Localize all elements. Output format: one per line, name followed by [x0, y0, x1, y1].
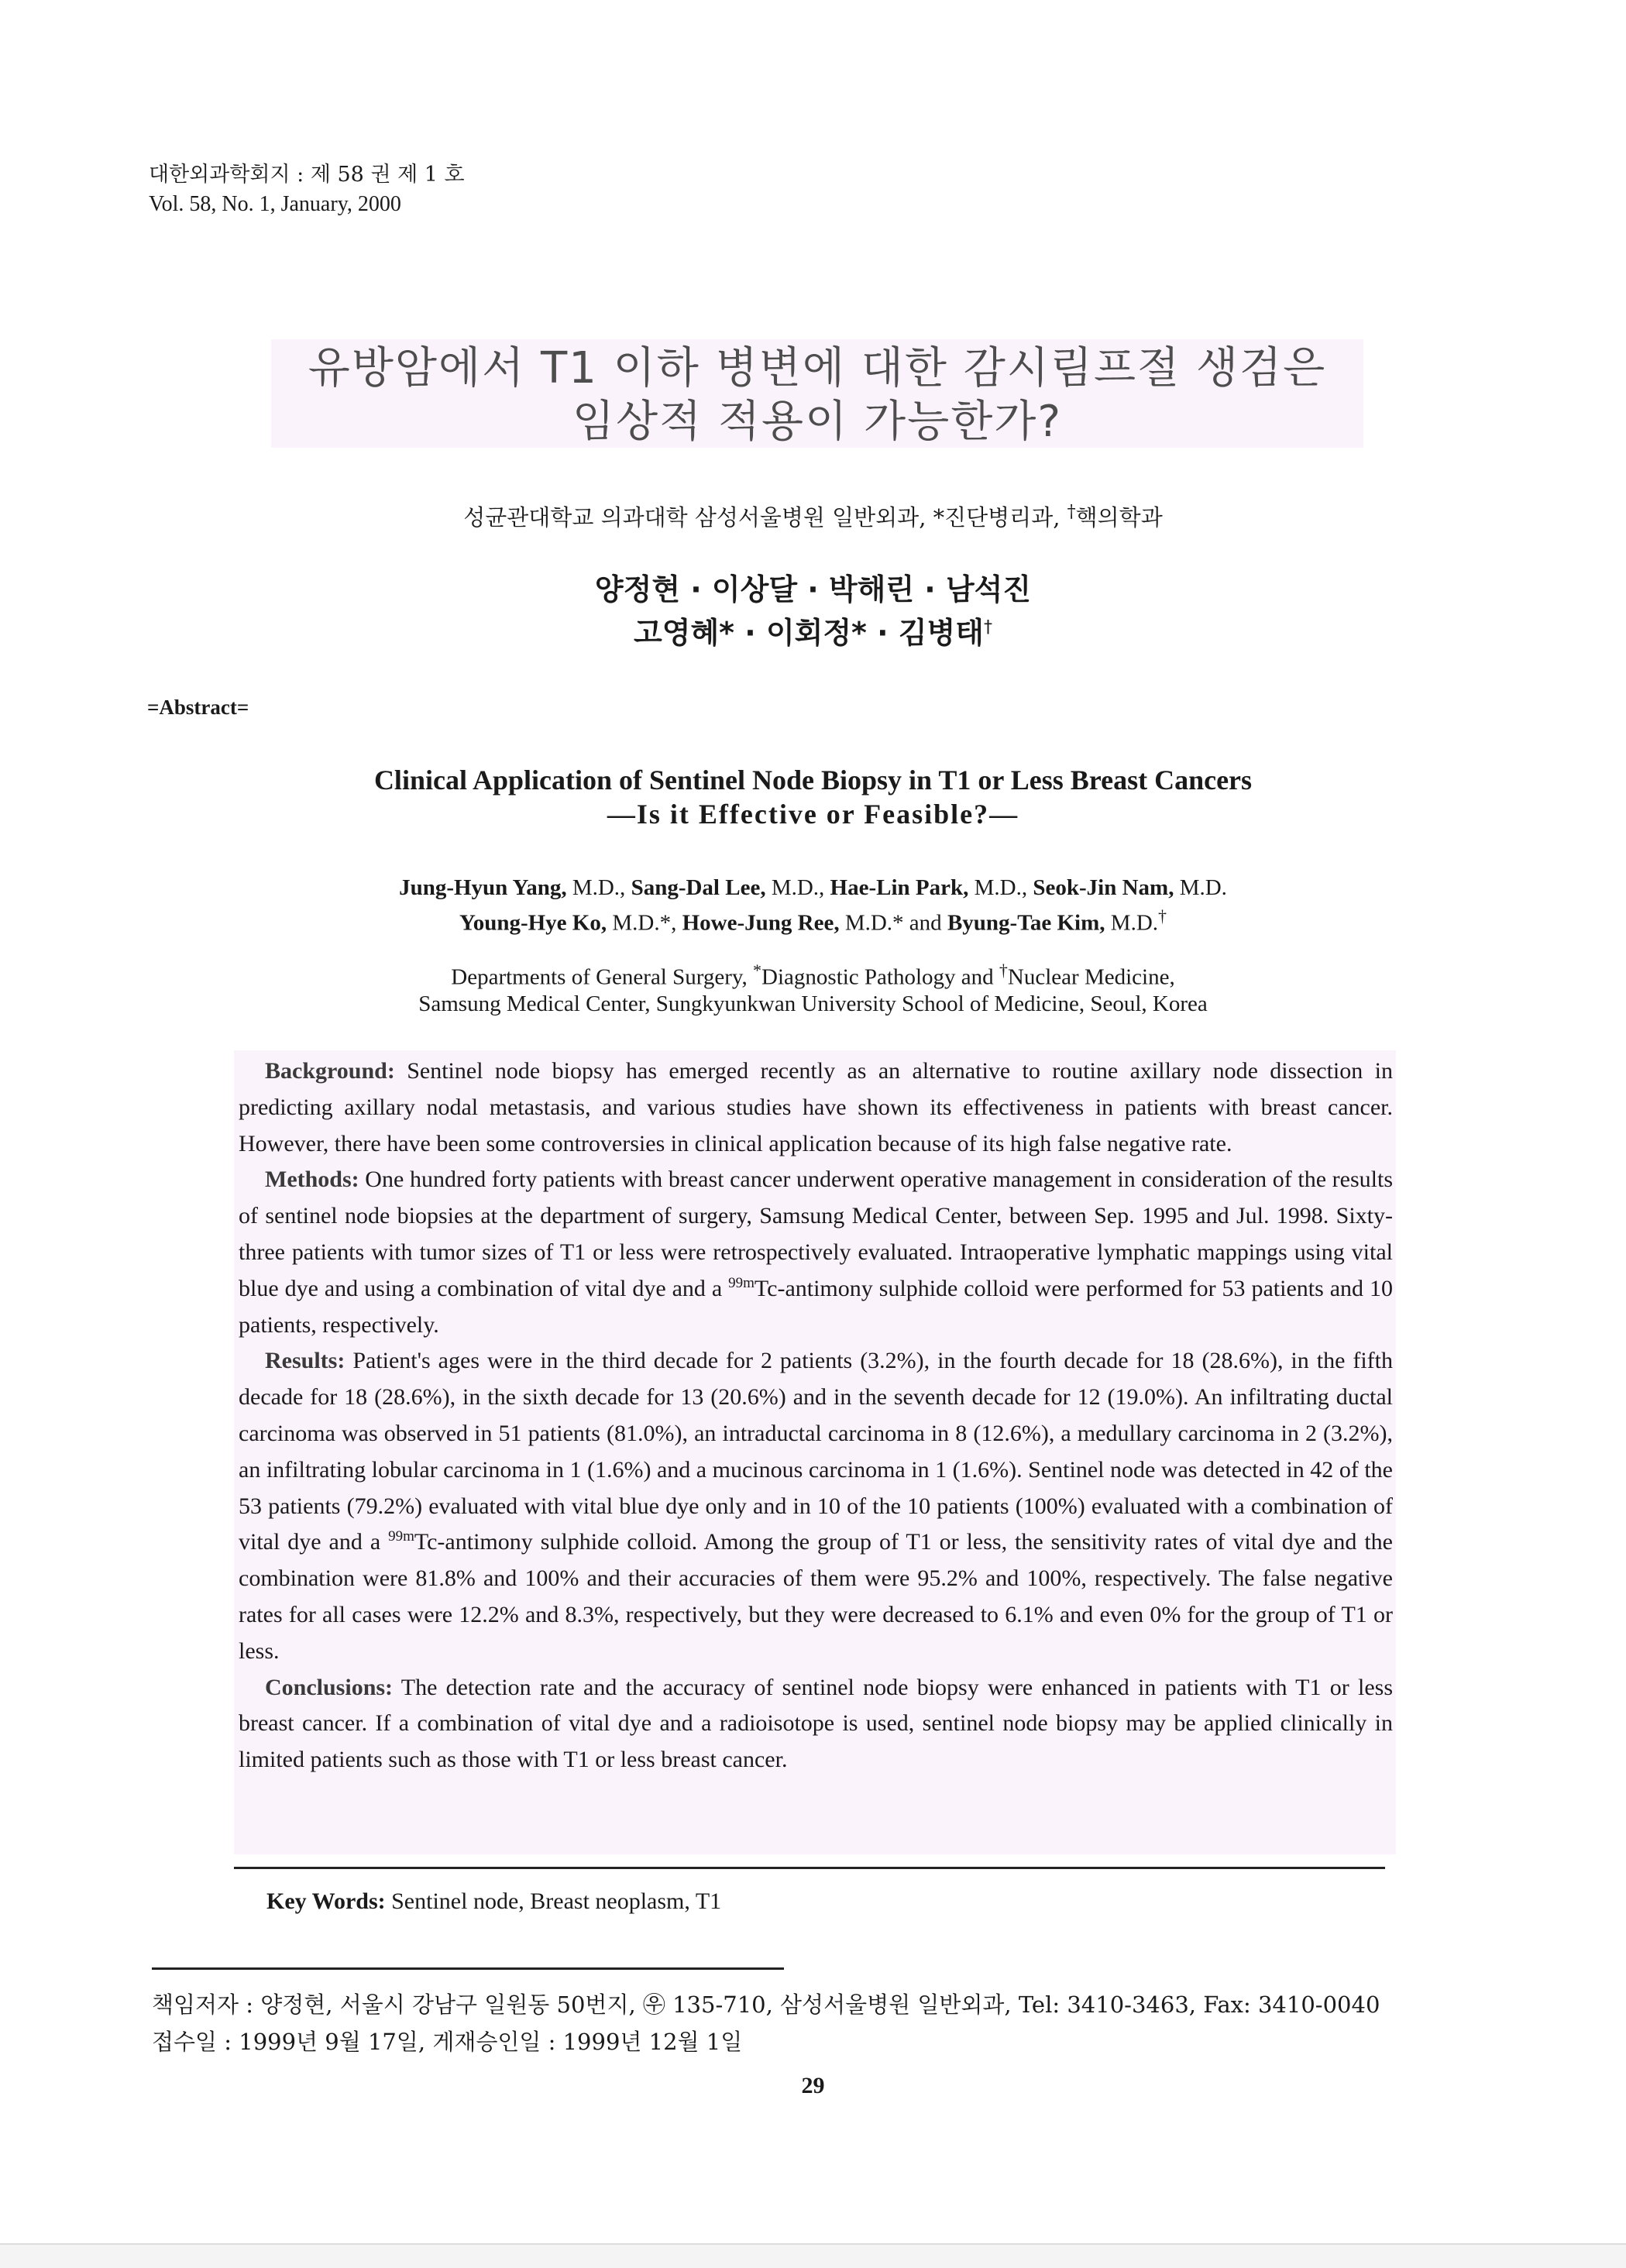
key-words-label: Key Words:	[266, 1888, 386, 1914]
korean-affiliation	[0, 500, 1626, 532]
korean-title-line-1: 유방암에서 T1 이하 병변에 대한 감시림프절 생검은	[308, 343, 1327, 393]
departments-line-2: Samsung Medical Center, Sungkyunkwan University School of Medicine, Seoul, Korea	[418, 991, 1208, 1016]
page-number: 29	[801, 2073, 825, 2098]
author-name: Sang-Dal Lee,	[631, 875, 766, 900]
author-degree: M.D.*,	[607, 910, 682, 936]
key-words-text: Sentinel node, Breast neoplasm, T1	[385, 1888, 722, 1914]
author-degree: M.D.,	[765, 875, 830, 900]
author-name: Seok-Jin Nam,	[1033, 875, 1174, 900]
abstract-methods	[239, 1162, 1393, 1343]
results-text: Patient's ages were in the third decade for 2 patients (3.2%), in the fourth decade for 18 (28.6%), in the fifth decade for 18 (28.6%), in the sixth decade for 13 (20.6%) and in the seventh decade for 12 (19.0%). An infiltrating ductal carcinoma was observed in 51 patients (81.0%), an intraductal carcinoma in 8 (12.6%), a medullary carcinoma in 2 (3.2%), an infiltrating lobular carcinoma in 1 (1.6%) and a mucinous carcinoma in 1 (1.6%). Sentinel node was detected in 42 of the 53 patients (79.2%) evaluated with vital blue dye only and in 10 of the 10 patients (100%) evaluated with a combination of vital dye and a	[239, 1348, 1393, 1555]
department-nuclear-medicine: Nuclear Medicine,	[1007, 964, 1175, 990]
background-text: Sentinel node biopsy has emerged recently as an alternative to routine axillary node dissection in predicting axillary nodal metastasis, and various studies have shown its effectiveness in patients with breast cancer. However, there have been some controversies in clinical application because of its high false negative rate.	[239, 1058, 1393, 1156]
korean-affiliation-main: 성균관대학교 의과대학 삼성서울병원 일반외과, *진단병리과,	[463, 504, 1067, 531]
abstract-label: =Abstract=	[147, 696, 249, 719]
dagger-mark: †	[1067, 502, 1076, 522]
department-general-surgery: Departments of General Surgery,	[451, 964, 754, 990]
author-name: Howe-Jung Ree,	[682, 910, 840, 936]
conclusions-label: Conclusions:	[265, 1674, 394, 1700]
author-degree: M.D.,	[968, 875, 1033, 900]
received-accepted-footnote: 접수일 : 1999년 9월 17일, 게재승인일 : 1999년 12월 1일	[152, 2029, 743, 2055]
star-mark: *	[753, 960, 762, 980]
author-degree: M.D.	[1174, 875, 1227, 900]
korean-affiliation-last: 핵의학과	[1075, 504, 1163, 531]
isotope-superscript: 99m	[728, 1274, 755, 1291]
scan-bottom-edge	[0, 2243, 1626, 2268]
methods-label: Methods:	[265, 1167, 359, 1193]
author-degree: M.D.* and	[839, 910, 947, 936]
footnote-divider	[152, 1967, 784, 1970]
author-name: Jung-Hyun Yang,	[399, 875, 567, 900]
author-name: Hae-Lin Park,	[830, 875, 969, 900]
english-title-line-1: Clinical Application of Sentinel Node Biopsy in T1 or Less Breast Cancers	[373, 765, 1253, 796]
korean-authors-line-2-text: 고영혜* · 이회정* · 김병태	[634, 616, 984, 650]
journal-volume-header: Vol. 58, No. 1, January, 2000	[149, 192, 401, 216]
conclusions-text: The detection rate and the accuracy of sentinel node biopsy were enhanced in patients with T1 or less breast cancer. If a combination of vital dye and a radioisotope is used, sentinel node biopsy may be applied clinically in limited patients such as those with T1 or less breast cancer.	[239, 1674, 1393, 1773]
author-degree: M.D.	[1105, 910, 1159, 936]
english-authors-line-1	[0, 875, 1626, 901]
author-name: Young-Hye Ko,	[459, 910, 607, 936]
background-label: Background:	[265, 1058, 395, 1084]
korean-authors-line-2	[0, 609, 1626, 651]
abstract-conclusions	[239, 1670, 1393, 1778]
abstract-background	[239, 1053, 1393, 1162]
isotope-superscript: 99m	[388, 1528, 414, 1545]
dagger-mark: †	[999, 960, 1008, 980]
dagger-mark: †	[1158, 906, 1167, 926]
departments-line-1	[0, 960, 1626, 991]
abstract-body	[239, 1053, 1393, 1778]
korean-title	[271, 339, 1363, 448]
key-words	[266, 1888, 721, 1915]
author-degree: M.D.,	[566, 875, 631, 900]
abstract-divider	[234, 1867, 1385, 1869]
dagger-mark: †	[983, 617, 992, 637]
english-authors-line-2	[0, 906, 1626, 936]
methods-text: One hundred forty patients with breast cancer underwent operative management in consideration of the results of sentinel node biopsies at the department of surgery, Samsung Medical Center, between Sep. 1995 and Jul. 1998. Sixty-three patients with tumor sizes of T1 or less were retrospectively evaluated. Intraoperative lymphatic mappings using vital blue dye and using a combination of vital dye and a	[239, 1167, 1393, 1301]
department-pathology: Diagnostic Pathology and	[761, 964, 999, 990]
results-text: Tc-antimony sulphide colloid. Among the group of T1 or less, the sensitivity rates of vital dye and the combination were 81.8% and 100% and their accuracies of them were 95.2% and 100%, respectively. The false negative rates for all cases were 12.2% and 8.3%, respectively, but they were decreased to 6.1% and even 0% for the group of T1 or less.	[239, 1529, 1393, 1664]
journal-korean-header: 대한외과학회지 : 제 58 권 제 1 호	[149, 163, 465, 187]
english-title-line-2: —Is it Effective or Feasible?—	[607, 799, 1019, 830]
author-name: Byung-Tae Kim,	[947, 910, 1105, 936]
abstract-results	[239, 1343, 1393, 1669]
results-label: Results:	[265, 1348, 345, 1374]
korean-authors-line-1: 양정현 · 이상달 · 박해린 · 남석진	[594, 572, 1032, 607]
corresponding-author-footnote: 책임저자 : 양정현, 서울시 강남구 일원동 50번지, ㉾ 135-710, 삼성서울병원 일반외과, Tel: 3410-3463, Fax: 3410-0040	[152, 1991, 1380, 2018]
korean-title-line-2: 임상적 적용이 가능한가?	[572, 397, 1063, 447]
methods-text: Tc-antimony sulphide colloid were performed for 53 patients and 10 patients, respectively.	[239, 1275, 1393, 1338]
